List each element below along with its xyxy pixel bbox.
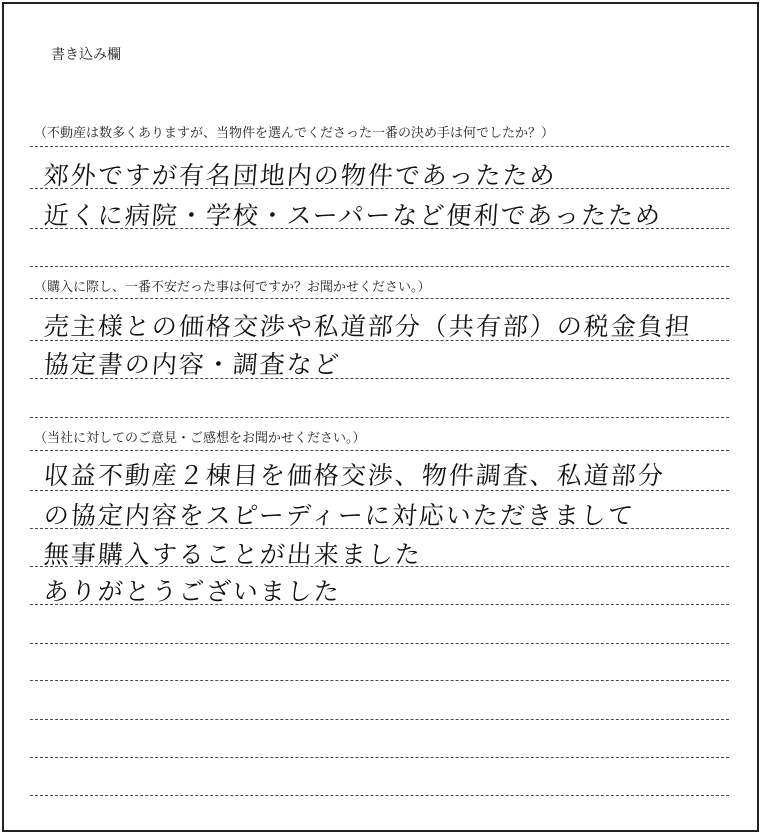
rule-line bbox=[30, 490, 729, 491]
rule-line bbox=[30, 298, 729, 299]
prompt-deciding-factor: （不動産は数多くありますが、当物件を選んでくださった一番の決め手は何でしたか？） bbox=[34, 126, 555, 141]
rule-line bbox=[30, 450, 729, 451]
prompt-comments: （当社に対してのご意見・ご感想をお聞かせください。） bbox=[34, 431, 366, 446]
answer-line: の協定内容をスピーディーに対応いただきまして bbox=[42, 501, 636, 530]
rule-line bbox=[30, 188, 729, 189]
rule-line bbox=[30, 266, 729, 267]
rule-line bbox=[30, 528, 729, 529]
rule-line bbox=[30, 795, 729, 796]
rule-line bbox=[30, 604, 729, 605]
rule-line bbox=[30, 417, 729, 418]
rule-line bbox=[30, 340, 729, 341]
prompt-biggest-concern: （購入に際し、一番不安だった事は何ですか？お聞かせください。） bbox=[34, 280, 431, 295]
form-title: 書き込み欄 bbox=[51, 47, 121, 63]
rule-line bbox=[30, 228, 729, 229]
rule-line bbox=[30, 643, 729, 644]
rule-line bbox=[30, 378, 729, 379]
answer-line: 近くに病院・学校・スーパーなど便利であったため bbox=[42, 201, 664, 230]
rule-line bbox=[30, 719, 729, 720]
answer-line: ありがとうございました bbox=[42, 577, 342, 606]
rule-line bbox=[30, 680, 729, 681]
answer-line: 協定書の内容・調査など bbox=[42, 350, 342, 379]
rule-line bbox=[30, 757, 729, 758]
rule-line bbox=[30, 566, 729, 567]
answer-line: 売主様との価格交渉や私道部分（共有部）の税金負担 bbox=[42, 312, 693, 341]
rule-line bbox=[30, 146, 729, 147]
answer-line: 郊外ですが有名団地内の物件であったため bbox=[42, 161, 558, 190]
answer-line: 無事購入することが出来ました bbox=[42, 540, 423, 569]
answer-line: 収益不動産２棟目を価格交渉、物件調査、私道部分 bbox=[42, 461, 666, 490]
